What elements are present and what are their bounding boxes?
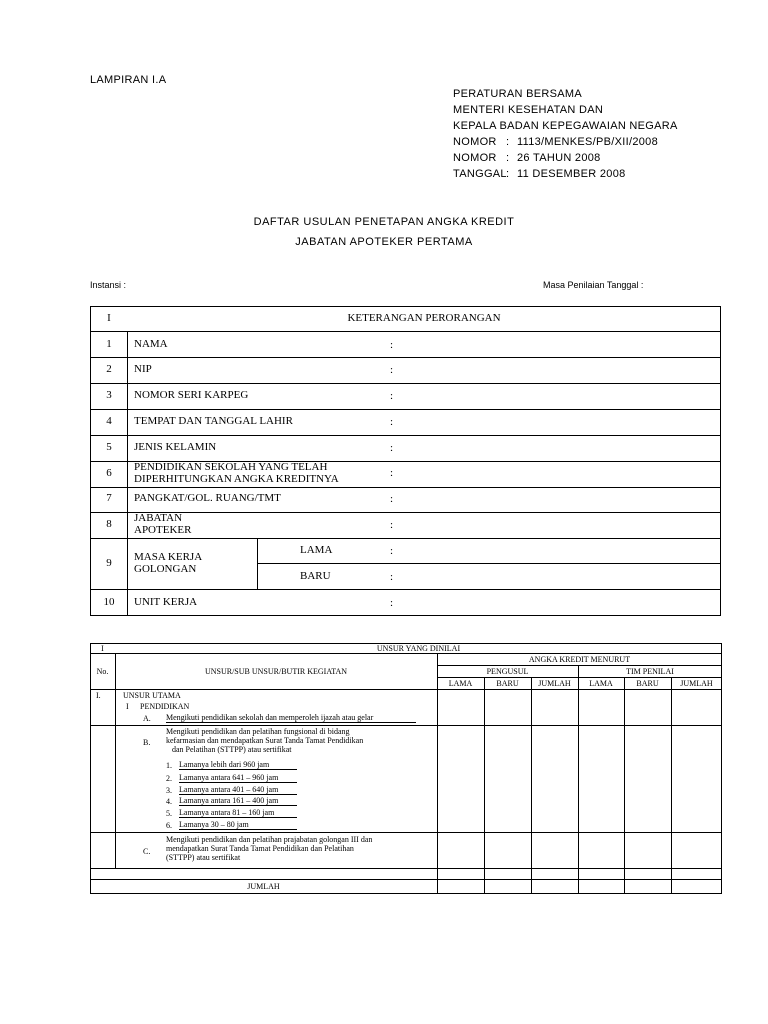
field-colon: :	[390, 364, 394, 376]
column-divider	[671, 677, 672, 894]
tanggal-colon: :	[506, 168, 510, 180]
row-divider	[90, 538, 721, 539]
row-divider	[90, 725, 722, 726]
instansi-label: Instansi :	[90, 280, 127, 290]
row-number: 5	[106, 441, 112, 453]
document-title	[0, 212, 768, 252]
regulation-line: PERATURAN BERSAMA	[453, 88, 582, 100]
field-label-pangkat: PANGKAT/GOL. RUANG/TMT	[134, 492, 281, 504]
nomor-2-label: NOMOR	[453, 152, 497, 164]
sub-item-text: Lamanya antara 401 – 640 jam	[179, 785, 297, 795]
top-title: UNSUR YANG DINILAI	[376, 644, 461, 653]
item-b-line: Mengikuti pendidikan dan pelatihan fungsional di bidang	[166, 727, 350, 736]
tanggal-value: 11 DESEMBER 2008	[517, 168, 626, 180]
row-divider	[90, 331, 721, 332]
masa-penilaian-label: Masa Penilaian Tanggal :	[543, 280, 644, 290]
item-letter: B.	[143, 738, 151, 747]
row-divider	[90, 487, 721, 488]
sub-item-text: Lamanya antara 81 – 160 jam	[179, 808, 297, 818]
row-divider	[437, 665, 722, 666]
field-colon: :	[390, 442, 394, 454]
row-number: 8	[106, 518, 112, 530]
regulation-block	[453, 86, 678, 182]
sub-item-number: 3.	[166, 786, 172, 795]
sub-label-baru: BARU	[300, 570, 331, 582]
sub-item-number: 6.	[166, 821, 172, 830]
row-number: 7	[106, 492, 112, 504]
field-label-nama: NAMA	[134, 338, 168, 350]
section-title: KETERANGAN PERORANGAN	[347, 312, 501, 324]
sub-item-number: 5.	[166, 809, 172, 818]
personal-info-table	[90, 306, 721, 616]
nomor-2-value: 26 TAHUN 2008	[517, 152, 601, 164]
sub-item-number: 2.	[166, 774, 172, 783]
field-label-jabatan	[134, 512, 191, 536]
nomor-1-row	[453, 134, 678, 150]
column-divider	[257, 538, 258, 590]
nomor-1-label: NOMOR	[453, 136, 497, 148]
row-divider	[437, 677, 722, 678]
item-c-line: (STTPP) atau sertifikat	[166, 853, 241, 862]
field-label-jenis-kelamin: JENIS KELAMIN	[134, 441, 217, 453]
row-divider	[90, 357, 721, 358]
row-number: 6	[106, 467, 112, 479]
row-number: 4	[106, 415, 112, 427]
item-a-text: Mengikuti pendidikan sekolah dan memperoleh ijazah atau gelar	[166, 713, 416, 723]
field-label-pendidikan	[134, 461, 339, 485]
field-colon: :	[390, 467, 394, 479]
column-divider	[115, 653, 116, 869]
label-line: DIPERHITUNGKAN ANGKA KREDITNYA	[134, 473, 339, 485]
sub-item-text: Lamanya 30 – 80 jam	[179, 820, 297, 830]
column-divider	[437, 653, 438, 894]
jumlah-label: JUMLAH	[247, 882, 280, 891]
table-border	[90, 306, 721, 307]
row-divider	[90, 868, 722, 869]
angka-kredit-header: ANGKA KREDIT MENURUT	[528, 655, 631, 664]
nomor-1-colon: :	[506, 136, 510, 148]
field-label-unit-kerja: UNIT KERJA	[134, 596, 198, 608]
row-divider	[90, 689, 722, 690]
col-header: BARU	[636, 679, 659, 688]
table-border	[90, 643, 91, 894]
assessment-table	[90, 643, 722, 894]
table-border	[90, 615, 721, 616]
title-line-1: DAFTAR USULAN PENETAPAN ANGKA KREDIT	[253, 216, 515, 228]
sub-label-lama: LAMA	[300, 544, 333, 556]
row-number: 10	[103, 596, 115, 608]
sub-item-text: Lamanya lebih dari 960 jam	[179, 760, 297, 770]
row-divider	[90, 383, 721, 384]
item-c-line: mendapatkan Surat Tanda Tamat Pendidikan dan Pelatihan	[166, 844, 354, 853]
label-line: PENDIDIKAN SEKOLAH YANG TELAH	[134, 461, 328, 473]
field-colon: :	[390, 493, 394, 505]
field-label-karpeg: NOMOR SERI KARPEG	[134, 389, 249, 401]
table-border	[90, 306, 91, 616]
row-divider	[257, 563, 721, 564]
col-header: LAMA	[589, 679, 613, 688]
nomor-2-row	[453, 150, 678, 166]
row-number: 3	[106, 389, 112, 401]
col-header: JUMLAH	[680, 679, 713, 688]
nomor-2-colon: :	[506, 152, 510, 164]
field-colon: :	[390, 597, 394, 609]
sub-item-number: 4.	[166, 797, 172, 806]
row-number: 9	[106, 557, 112, 569]
regulation-line: KEPALA BADAN KEPEGAWAIAN NEGARA	[453, 120, 678, 132]
item-b-line: kefarmasian dan mendapatkan Surat Tanda Tamat Pendidikan	[166, 736, 364, 745]
sub-item-text: Lamanya antara 161 – 400 jam	[179, 796, 297, 806]
no-header: No.	[96, 667, 109, 676]
item-letter: A.	[143, 714, 151, 723]
row-divider	[90, 879, 722, 880]
pendidikan-number: I	[126, 702, 129, 711]
tim-penilai-header: TIM PENILAI	[626, 667, 674, 676]
nomor-1-value: 1113/MENKES/PB/XII/2008	[517, 136, 659, 148]
field-colon: :	[390, 571, 394, 583]
field-colon: :	[390, 390, 394, 402]
col-header: BARU	[496, 679, 519, 688]
col-header: LAMA	[448, 679, 473, 688]
sub-item-number: 1.	[166, 761, 172, 770]
label-line: MASA KERJA	[134, 551, 203, 563]
sub-item-text: Lamanya antara 641 – 960 jam	[179, 773, 297, 783]
field-colon: :	[390, 416, 394, 428]
row-divider	[90, 653, 722, 654]
label-line: APOTEKER	[134, 524, 192, 536]
column-divider	[484, 677, 485, 894]
row-number: I.	[96, 691, 101, 700]
row-divider	[90, 832, 722, 833]
table-border	[90, 893, 722, 894]
label-line: JABATAN	[134, 512, 183, 524]
column-divider	[624, 677, 625, 894]
regulation-line: MENTERI KESEHATAN DAN	[453, 104, 604, 116]
kegiatan-header: UNSUR/SUB UNSUR/BUTIR KEGIATAN	[204, 667, 348, 676]
field-colon: :	[390, 519, 394, 531]
pengusul-header: PENGUSUL	[486, 667, 529, 676]
field-label-masa-kerja	[134, 551, 202, 575]
row-number: 1	[106, 338, 112, 350]
lampiran-label: LAMPIRAN I.A	[90, 74, 167, 86]
row-divider	[90, 435, 721, 436]
item-c-line: Mengikuti pendidikan dan pelatihan prajabatan golongan III dan	[166, 835, 373, 844]
field-label-ttl: TEMPAT DAN TANGGAL LAHIR	[134, 415, 293, 427]
field-label-nip: NIP	[134, 363, 152, 375]
unsur-utama-label: UNSUR UTAMA	[123, 691, 181, 700]
row-number: 2	[106, 363, 112, 375]
row-divider	[90, 409, 721, 410]
top-number: I	[101, 644, 104, 653]
title-line-2: JABATAN APOTEKER PERTAMA	[295, 236, 473, 248]
item-letter: C.	[143, 847, 151, 856]
item-b-line: dan Pelatihan (STTPP) atau sertifikat	[172, 745, 292, 754]
section-number: I	[107, 312, 111, 324]
table-border	[720, 306, 721, 616]
tanggal-label: TANGGAL	[453, 168, 507, 180]
tanggal-row	[453, 166, 678, 182]
column-divider	[578, 665, 579, 894]
column-divider	[531, 677, 532, 894]
col-header: JUMLAH	[538, 679, 571, 688]
pendidikan-label: PENDIDIKAN	[140, 702, 190, 711]
field-colon: :	[390, 339, 394, 351]
label-line: GOLONGAN	[134, 563, 197, 575]
row-divider	[90, 589, 721, 590]
field-colon: :	[390, 545, 394, 557]
